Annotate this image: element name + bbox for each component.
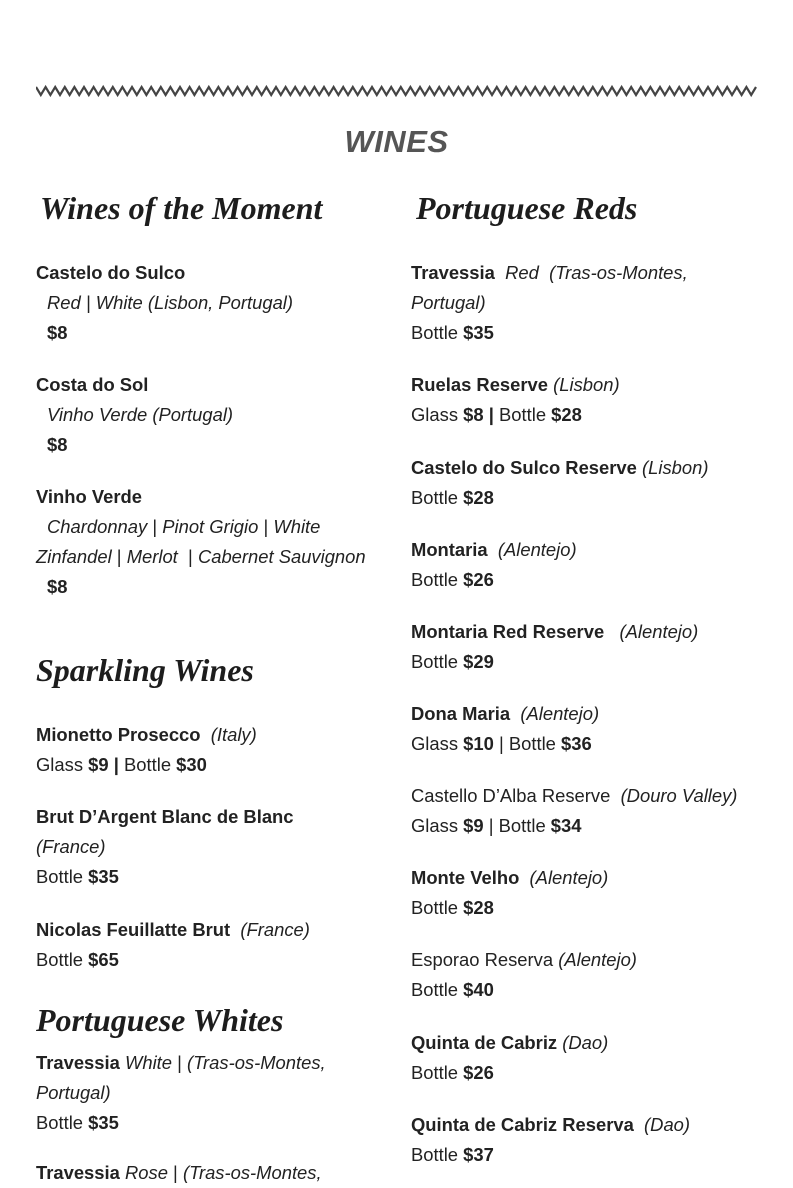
wine-name: Monte Velho (411, 867, 520, 888)
bottle-label: Bottle (508, 733, 556, 754)
separator: | (113, 754, 119, 775)
bottle-price: $65 (88, 949, 119, 970)
wine-name: Esporao Reserva (411, 949, 554, 970)
bottle-price: $28 (551, 404, 582, 425)
wine-price: $8 (47, 434, 68, 455)
wine-type: Rose (124, 1162, 168, 1183)
wine-varietal: Pinot Grigio (162, 516, 259, 537)
wine-name: Travessia (411, 262, 495, 283)
bottle-label: Bottle (411, 322, 459, 343)
wine-varietal: Cabernet Sauvignon (197, 546, 366, 567)
wine-item (36, 1048, 356, 1138)
section-heading-moment: Wines of the Moment (40, 190, 323, 226)
wine-item (36, 482, 381, 602)
bottle-label: Bottle (124, 754, 172, 775)
separator: | (488, 815, 494, 836)
wine-region: (Tras-os-Montes, Portugal) (411, 262, 688, 313)
wine-name: Mionetto Prosecco (36, 724, 201, 745)
wine-name: Quinta de Cabriz Reserva (411, 1114, 634, 1135)
wine-name: Brut D’Argent Blanc de Blanc (36, 806, 294, 827)
wine-type: White (124, 1052, 172, 1073)
wine-item (411, 945, 771, 1005)
glass-price: $10 (463, 733, 494, 754)
wine-name: Montaria Red Reserve (411, 621, 605, 642)
wine-item (411, 370, 771, 430)
wine-name: Montaria (411, 539, 488, 560)
wine-item (36, 370, 396, 460)
wine-item (411, 1110, 771, 1170)
wine-item (36, 915, 396, 975)
glass-label: Glass (411, 815, 459, 836)
wine-name: Castello D’Alba Reserve (411, 785, 611, 806)
bottle-price: $36 (561, 733, 592, 754)
bottle-price: $35 (88, 1112, 119, 1133)
bottle-label: Bottle (411, 569, 459, 590)
separator: | (488, 404, 494, 425)
wine-name: Ruelas Reserve (411, 374, 548, 395)
separator: | (173, 1162, 178, 1183)
bottle-label: Bottle (411, 651, 459, 672)
wine-name: Dona Maria (411, 703, 511, 724)
wine-varietal: Chardonnay (47, 516, 148, 537)
page-title: WINES (344, 124, 449, 159)
wine-price: $8 (47, 576, 68, 597)
separator: | (152, 516, 158, 537)
wine-region: (Tras-os-Montes, (182, 1162, 322, 1183)
wine-varietal: Red | White (Lisbon, Portugal) (47, 292, 294, 313)
wine-item (411, 535, 771, 595)
section-heading-reds: Portuguese Reds (416, 190, 638, 226)
wine-region: (Alentejo) (497, 539, 577, 560)
bottle-label: Bottle (36, 1112, 84, 1133)
wine-name: Castelo do Sulco Reserve (411, 457, 637, 478)
wine-type: Red (505, 262, 539, 283)
wine-region: (Lisbon) (553, 374, 620, 395)
wine-name: Travessia (36, 1052, 120, 1073)
wine-name: Nicolas Feuillatte Brut (36, 919, 231, 940)
wine-name: Travessia (36, 1162, 120, 1183)
wine-region: (Lisbon) (642, 457, 709, 478)
bottle-price: $28 (463, 487, 494, 508)
bottle-price: $30 (176, 754, 207, 775)
wine-region: (Alentejo) (529, 867, 609, 888)
bottle-label: Bottle (36, 866, 84, 887)
bottle-label: Bottle (411, 487, 459, 508)
separator: | (498, 733, 504, 754)
wine-item (411, 781, 791, 841)
wine-varietal: Vinho Verde (Portugal) (47, 404, 234, 425)
bottle-label: Bottle (36, 949, 84, 970)
wine-item (36, 258, 396, 348)
glass-label: Glass (36, 754, 84, 775)
bottle-label: Bottle (498, 815, 546, 836)
bottle-label: Bottle (411, 1062, 459, 1083)
bottle-price: $37 (463, 1144, 494, 1165)
glass-price: $9 (463, 815, 484, 836)
wine-price: $8 (47, 322, 68, 343)
wine-region: (Dao) (562, 1032, 609, 1053)
bottle-price: $26 (463, 569, 494, 590)
wine-region: (France) (240, 919, 310, 940)
separator: | (263, 516, 269, 537)
glass-price: $9 (88, 754, 109, 775)
glass-price: $8 (463, 404, 484, 425)
wine-name: Quinta de Cabriz (411, 1032, 558, 1053)
wine-name: Costa do Sol (36, 374, 149, 395)
bottle-label: Bottle (411, 897, 459, 918)
wine-region: (Douro Valley) (620, 785, 738, 806)
glass-label: Glass (411, 733, 459, 754)
wine-item (411, 863, 771, 923)
wine-region: (Alentejo) (619, 621, 699, 642)
wine-varietal: Zinfandel (36, 546, 112, 567)
bottle-price: $28 (463, 897, 494, 918)
separator: | (116, 546, 122, 567)
bottle-price: $35 (88, 866, 119, 887)
bottle-label: Bottle (411, 1144, 459, 1165)
section-heading-whites: Portuguese Whites (36, 1002, 284, 1038)
section-heading-sparkling: Sparkling Wines (36, 652, 254, 688)
bottle-price: $34 (550, 815, 582, 836)
wine-item (411, 1028, 771, 1088)
bottle-label: Bottle (411, 979, 459, 1000)
wine-name: Vinho Verde (36, 486, 142, 507)
wine-region: (Tras-os-Montes, Portugal) (36, 1052, 326, 1103)
bottle-label: Bottle (499, 404, 547, 425)
bottle-price: $40 (463, 979, 494, 1000)
wine-item (36, 1158, 396, 1188)
zigzag-divider (36, 84, 757, 98)
wine-region: (France) (36, 836, 106, 857)
wine-item (411, 258, 711, 348)
wine-item (36, 720, 396, 780)
wine-varietal: Merlot (126, 546, 178, 567)
wine-region: (Dao) (644, 1114, 691, 1135)
bottle-price: $29 (463, 651, 494, 672)
wine-item (411, 453, 771, 513)
wine-region: (Alentejo) (558, 949, 637, 970)
wine-item (411, 699, 771, 759)
wine-item (411, 617, 771, 677)
bottle-price: $26 (463, 1062, 494, 1083)
separator: | (177, 1052, 182, 1073)
bottle-price: $35 (463, 322, 494, 343)
wine-region: (Italy) (210, 724, 257, 745)
wine-name: Castelo do Sulco (36, 262, 186, 283)
wine-item (36, 802, 396, 892)
wine-region: (Alentejo) (520, 703, 600, 724)
glass-label: Glass (411, 404, 459, 425)
separator: | (188, 546, 193, 567)
wine-varietal: White (273, 516, 321, 537)
